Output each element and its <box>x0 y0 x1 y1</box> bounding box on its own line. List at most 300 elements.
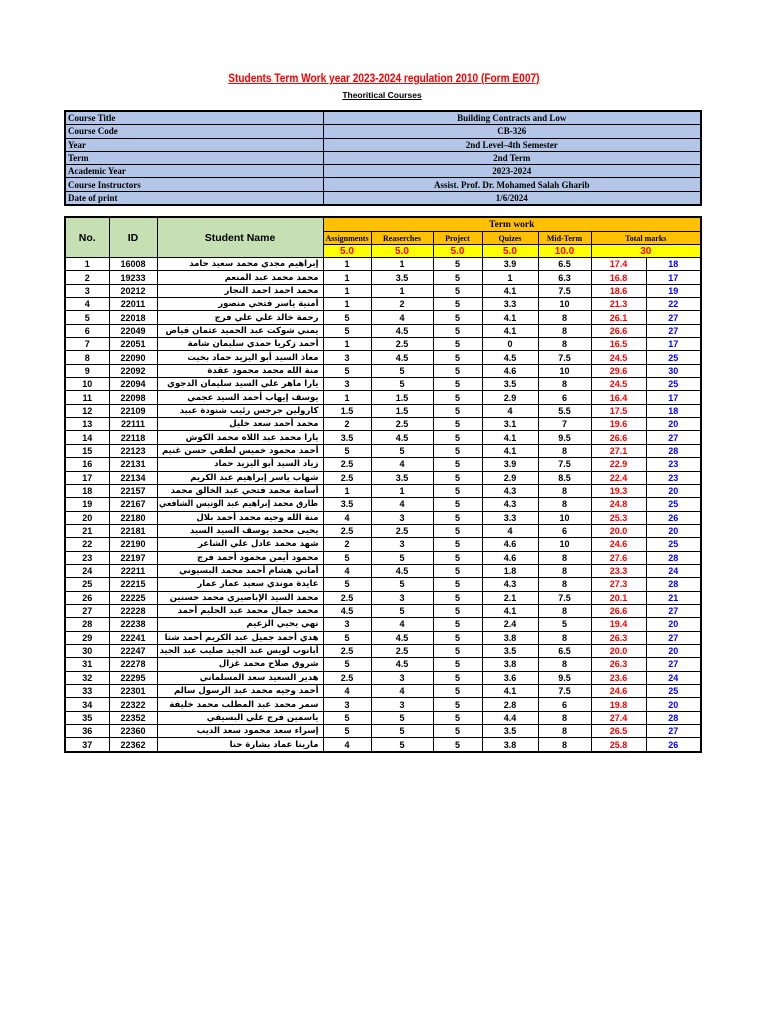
cell-project: 5 <box>433 284 482 297</box>
cell-final-marks: 25 <box>646 538 701 551</box>
student-name-text: شهد محمد عادل علي الشاعر <box>198 539 319 550</box>
cell-quizzes: 4.3 <box>482 484 538 497</box>
cell-student-name <box>157 444 323 457</box>
cell-total-marks: 26.3 <box>591 631 646 644</box>
cell-final-marks: 20 <box>646 524 701 537</box>
student-row <box>65 551 701 564</box>
cell-total-marks: 22.4 <box>591 471 646 484</box>
cell-project: 5 <box>433 725 482 738</box>
cell-quizzes: 4.1 <box>482 685 538 698</box>
cell-id: 22094 <box>109 378 157 391</box>
cell-project: 5 <box>433 271 482 284</box>
cell-id: 22215 <box>109 578 157 591</box>
student-row <box>65 671 701 684</box>
cell-quizzes: 2.4 <box>482 618 538 631</box>
cell-mid-term: 8 <box>538 738 591 752</box>
cell-project: 5 <box>433 431 482 444</box>
cell-total-marks: 27.3 <box>591 578 646 591</box>
student-name-text: إبراهيم مجدي محمد سعيد حامد <box>189 259 319 270</box>
cell-project: 5 <box>433 324 482 337</box>
student-name-text: كارولين جرجس رئيب شنودة عبيد <box>179 405 319 416</box>
student-name-text: إسراء سعد محمود سعد الديب <box>196 726 319 737</box>
cell-researches: 5 <box>371 578 433 591</box>
cell-final-marks: 20 <box>646 484 701 497</box>
cell-assignments: 2.5 <box>323 591 371 604</box>
cell-mid-term: 8 <box>538 551 591 564</box>
cell-quizzes: 2.9 <box>482 471 538 484</box>
cell-id: 22118 <box>109 431 157 444</box>
cell-final-marks: 27 <box>646 725 701 738</box>
cell-id: 22278 <box>109 658 157 671</box>
cell-mid-term: 8 <box>538 324 591 337</box>
cell-no: 14 <box>65 431 109 444</box>
cell-assignments: 1 <box>323 298 371 311</box>
student-row <box>65 311 701 324</box>
cell-total-marks: 25.3 <box>591 511 646 524</box>
cell-project: 5 <box>433 298 482 311</box>
student-row <box>65 644 701 657</box>
cell-no: 10 <box>65 378 109 391</box>
cell-final-marks: 18 <box>646 404 701 417</box>
cell-id: 22109 <box>109 404 157 417</box>
cell-project: 5 <box>433 351 482 364</box>
cell-assignments: 2.5 <box>323 471 371 484</box>
cell-total-marks: 21.3 <box>591 298 646 311</box>
header-mid-term: Mid-Term <box>538 232 591 245</box>
cell-no: 31 <box>65 658 109 671</box>
cell-student-name <box>157 404 323 417</box>
cell-researches: 1.5 <box>371 391 433 404</box>
cell-quizzes: 4 <box>482 404 538 417</box>
cell-student-name <box>157 458 323 471</box>
cell-mid-term: 7.5 <box>538 284 591 297</box>
student-name-text: معاذ السيد أبو اليزيد حماد بخيت <box>187 352 319 363</box>
cell-researches: 5 <box>371 711 433 724</box>
cell-student-name <box>157 484 323 497</box>
cell-researches: 3 <box>371 591 433 604</box>
cell-no: 3 <box>65 284 109 297</box>
cell-id: 22360 <box>109 725 157 738</box>
cell-student-name <box>157 738 323 752</box>
cell-id: 22134 <box>109 471 157 484</box>
student-row <box>65 538 701 551</box>
cell-id: 22167 <box>109 498 157 511</box>
cell-mid-term: 8 <box>538 725 591 738</box>
cell-assignments: 4 <box>323 564 371 577</box>
cell-mid-term: 8 <box>538 631 591 644</box>
student-row <box>65 685 701 698</box>
cell-no: 7 <box>65 338 109 351</box>
student-name-text: يحيى محمد يوسف السيد السيد <box>190 526 319 537</box>
cell-quizzes: 1 <box>482 271 538 284</box>
cell-total-marks: 24.5 <box>591 351 646 364</box>
cell-total-marks: 20.1 <box>591 591 646 604</box>
cell-quizzes: 2.9 <box>482 391 538 404</box>
cell-no: 8 <box>65 351 109 364</box>
cell-final-marks: 20 <box>646 418 701 431</box>
cell-quizzes: 4.4 <box>482 711 538 724</box>
course-info-value: Building Contracts and Low <box>323 111 701 125</box>
student-name-text: محمد محمد عبد المنعم <box>224 272 319 283</box>
cell-researches: 4 <box>371 458 433 471</box>
cell-mid-term: 10 <box>538 298 591 311</box>
cell-project: 5 <box>433 511 482 524</box>
cell-no: 4 <box>65 298 109 311</box>
cell-quizzes: 4.3 <box>482 578 538 591</box>
term-work-table <box>64 216 702 753</box>
header-quizzes: Quizes <box>482 232 538 245</box>
cell-mid-term: 8 <box>538 378 591 391</box>
cell-assignments: 1 <box>323 484 371 497</box>
cell-id: 22092 <box>109 364 157 377</box>
cell-project: 5 <box>433 524 482 537</box>
cell-assignments: 1 <box>323 258 371 271</box>
cell-mid-term: 7.5 <box>538 351 591 364</box>
cell-assignments: 4 <box>323 738 371 752</box>
cell-student-name <box>157 538 323 551</box>
cell-student-name <box>157 631 323 644</box>
student-row <box>65 404 701 417</box>
cell-researches: 4.5 <box>371 324 433 337</box>
cell-no: 1 <box>65 258 109 271</box>
student-name-text: أحمد وجيه محمد عبد الرسول سالم <box>173 686 319 697</box>
cell-quizzes: 3.8 <box>482 658 538 671</box>
cell-project: 5 <box>433 698 482 711</box>
course-info-label: Course Title <box>65 111 323 125</box>
cell-student-name <box>157 284 323 297</box>
cell-student-name <box>157 524 323 537</box>
cell-final-marks: 23 <box>646 471 701 484</box>
student-row <box>65 258 701 271</box>
course-info-value: 2023-2024 <box>323 165 701 178</box>
cell-assignments: 2.5 <box>323 644 371 657</box>
cell-mid-term: 7.5 <box>538 458 591 471</box>
cell-id: 22225 <box>109 591 157 604</box>
cell-final-marks: 20 <box>646 618 701 631</box>
cell-total-marks: 18.6 <box>591 284 646 297</box>
cell-quizzes: 4.6 <box>482 538 538 551</box>
course-info-label: Term <box>65 151 323 164</box>
header-no: No. <box>65 217 109 258</box>
cell-final-marks: 27 <box>646 658 701 671</box>
cell-id: 20212 <box>109 284 157 297</box>
cell-no: 15 <box>65 444 109 457</box>
cell-id: 22247 <box>109 644 157 657</box>
cell-mid-term: 5 <box>538 618 591 631</box>
cell-project: 5 <box>433 711 482 724</box>
cell-quizzes: 2.8 <box>482 698 538 711</box>
cell-student-name <box>157 364 323 377</box>
cell-student-name <box>157 591 323 604</box>
cell-no: 19 <box>65 498 109 511</box>
cell-student-name <box>157 685 323 698</box>
cell-assignments: 5 <box>323 711 371 724</box>
cell-id: 22049 <box>109 324 157 337</box>
student-name-text: سمر محمد عبد المطلب محمد خليفة <box>169 699 319 710</box>
cell-id: 22238 <box>109 618 157 631</box>
cell-id: 22228 <box>109 604 157 617</box>
cell-project: 5 <box>433 658 482 671</box>
cell-mid-term: 6 <box>538 698 591 711</box>
max-project: 5.0 <box>433 245 482 258</box>
course-info-label: Course Instructors <box>65 178 323 191</box>
cell-no: 28 <box>65 618 109 631</box>
cell-quizzes: 3.5 <box>482 378 538 391</box>
cell-student-name <box>157 618 323 631</box>
course-info-value: 2nd Level–4th Semester <box>323 138 701 151</box>
cell-student-name <box>157 711 323 724</box>
cell-assignments: 5 <box>323 725 371 738</box>
cell-student-name <box>157 471 323 484</box>
cell-final-marks: 20 <box>646 644 701 657</box>
cell-final-marks: 27 <box>646 431 701 444</box>
student-name-text: محمد السيد الإباصيري محمد حسنين <box>169 592 319 603</box>
student-row <box>65 324 701 337</box>
cell-assignments: 1 <box>323 338 371 351</box>
cell-project: 5 <box>433 498 482 511</box>
cell-researches: 4 <box>371 311 433 324</box>
cell-final-marks: 17 <box>646 391 701 404</box>
cell-project: 5 <box>433 484 482 497</box>
course-info-table <box>64 110 702 206</box>
student-name-text: يمني شوكت عبد الحميد عثمان فياض <box>165 325 319 336</box>
cell-project: 5 <box>433 551 482 564</box>
cell-mid-term: 8 <box>538 564 591 577</box>
cell-researches: 3 <box>371 671 433 684</box>
student-name-text: أماني هشام أحمد محمد البسيوني <box>179 566 319 577</box>
student-row <box>65 338 701 351</box>
student-row <box>65 484 701 497</box>
cell-final-marks: 27 <box>646 311 701 324</box>
cell-final-marks: 30 <box>646 364 701 377</box>
max-assignments: 5.0 <box>323 245 371 258</box>
cell-id: 22090 <box>109 351 157 364</box>
cell-quizzes: 3.5 <box>482 725 538 738</box>
cell-project: 5 <box>433 418 482 431</box>
cell-total-marks: 20.0 <box>591 644 646 657</box>
cell-total-marks: 17.5 <box>591 404 646 417</box>
cell-no: 29 <box>65 631 109 644</box>
course-info-value: CB-326 <box>323 125 701 138</box>
cell-quizzes: 3.3 <box>482 511 538 524</box>
cell-final-marks: 28 <box>646 711 701 724</box>
cell-id: 22241 <box>109 631 157 644</box>
cell-quizzes: 0 <box>482 338 538 351</box>
cell-student-name <box>157 511 323 524</box>
cell-total-marks: 25.8 <box>591 738 646 752</box>
cell-assignments: 3.5 <box>323 431 371 444</box>
student-row <box>65 378 701 391</box>
cell-researches: 3 <box>371 538 433 551</box>
cell-assignments: 5 <box>323 658 371 671</box>
cell-mid-term: 9.5 <box>538 671 591 684</box>
cell-project: 5 <box>433 604 482 617</box>
cell-total-marks: 19.3 <box>591 484 646 497</box>
cell-no: 11 <box>65 391 109 404</box>
cell-project: 5 <box>433 258 482 271</box>
cell-total-marks: 24.6 <box>591 538 646 551</box>
cell-student-name <box>157 551 323 564</box>
course-info-row <box>65 125 701 138</box>
cell-student-name <box>157 644 323 657</box>
cell-student-name <box>157 564 323 577</box>
course-info-label: Course Code <box>65 125 323 138</box>
cell-total-marks: 26.6 <box>591 324 646 337</box>
cell-final-marks: 28 <box>646 578 701 591</box>
cell-project: 5 <box>433 578 482 591</box>
course-info-row <box>65 138 701 151</box>
cell-no: 26 <box>65 591 109 604</box>
cell-final-marks: 25 <box>646 378 701 391</box>
cell-assignments: 3 <box>323 698 371 711</box>
cell-researches: 1 <box>371 284 433 297</box>
cell-assignments: 2.5 <box>323 458 371 471</box>
student-name-text: يارا محمد عبد اللاه محمد الكوش <box>185 432 319 443</box>
student-name-text: منة الله محمد محمود عقدة <box>207 365 319 376</box>
cell-total-marks: 16.8 <box>591 271 646 284</box>
cell-researches: 5 <box>371 604 433 617</box>
cell-researches: 3.5 <box>371 471 433 484</box>
student-name-text: مارينا عماد بشارة حنا <box>229 739 319 750</box>
cell-quizzes: 3.5 <box>482 644 538 657</box>
cell-id: 22352 <box>109 711 157 724</box>
cell-project: 5 <box>433 631 482 644</box>
student-row <box>65 458 701 471</box>
cell-final-marks: 24 <box>646 564 701 577</box>
page-subtitle: Theoritical Courses <box>342 90 422 100</box>
cell-assignments: 1 <box>323 271 371 284</box>
cell-mid-term: 8 <box>538 604 591 617</box>
cell-id: 22197 <box>109 551 157 564</box>
cell-id: 22098 <box>109 391 157 404</box>
student-name-text: هدير السعيد سعد المسلماني <box>199 672 319 683</box>
cell-mid-term: 7.5 <box>538 591 591 604</box>
cell-researches: 5 <box>371 551 433 564</box>
cell-mid-term: 6 <box>538 524 591 537</box>
cell-id: 19233 <box>109 271 157 284</box>
cell-assignments: 5 <box>323 631 371 644</box>
cell-assignments: 5 <box>323 551 371 564</box>
cell-id: 22180 <box>109 511 157 524</box>
header-total-marks: Total marks <box>591 232 701 245</box>
page-title: Students Term Work year 2023-2024 regulation 2010 (Form E007) <box>228 73 540 85</box>
cell-project: 5 <box>433 391 482 404</box>
cell-total-marks: 27.4 <box>591 711 646 724</box>
cell-assignments: 3 <box>323 378 371 391</box>
cell-total-marks: 17.4 <box>591 258 646 271</box>
cell-researches: 3.5 <box>371 271 433 284</box>
cell-mid-term: 7 <box>538 418 591 431</box>
cell-mid-term: 8.5 <box>538 471 591 484</box>
cell-total-marks: 26.3 <box>591 658 646 671</box>
student-rows <box>65 258 701 752</box>
cell-project: 5 <box>433 458 482 471</box>
course-info-value: 2nd Term <box>323 151 701 164</box>
cell-quizzes: 3.6 <box>482 671 538 684</box>
cell-student-name <box>157 431 323 444</box>
cell-mid-term: 8 <box>538 711 591 724</box>
cell-researches: 4.5 <box>371 658 433 671</box>
cell-assignments: 5 <box>323 578 371 591</box>
header-student-name: Student Name <box>157 217 323 258</box>
cell-researches: 5 <box>371 364 433 377</box>
cell-researches: 1 <box>371 258 433 271</box>
course-info-row <box>65 178 701 191</box>
cell-final-marks: 24 <box>646 671 701 684</box>
cell-assignments: 5 <box>323 444 371 457</box>
cell-id: 16008 <box>109 258 157 271</box>
cell-student-name <box>157 311 323 324</box>
cell-no: 25 <box>65 578 109 591</box>
cell-student-name <box>157 378 323 391</box>
student-name-text: محمود أيمن محمود أحمد فرج <box>197 552 319 563</box>
cell-final-marks: 28 <box>646 444 701 457</box>
cell-project: 5 <box>433 538 482 551</box>
course-info-row <box>65 191 701 205</box>
cell-mid-term: 6.5 <box>538 258 591 271</box>
cell-researches: 2.5 <box>371 524 433 537</box>
cell-mid-term: 10 <box>538 364 591 377</box>
cell-no: 18 <box>65 484 109 497</box>
cell-total-marks: 19.8 <box>591 698 646 711</box>
cell-assignments: 4.5 <box>323 604 371 617</box>
student-row <box>65 364 701 377</box>
student-row <box>65 524 701 537</box>
cell-no: 23 <box>65 551 109 564</box>
cell-no: 27 <box>65 604 109 617</box>
student-row <box>65 658 701 671</box>
cell-researches: 2.5 <box>371 418 433 431</box>
cell-quizzes: 4.1 <box>482 431 538 444</box>
page-subtitle-container <box>0 85 764 103</box>
cell-student-name <box>157 271 323 284</box>
cell-total-marks: 20.0 <box>591 524 646 537</box>
student-row <box>65 471 701 484</box>
cell-assignments: 5 <box>323 311 371 324</box>
cell-researches: 4.5 <box>371 631 433 644</box>
cell-assignments: 5 <box>323 364 371 377</box>
cell-researches: 1 <box>371 484 433 497</box>
cell-id: 22018 <box>109 311 157 324</box>
cell-assignments: 1 <box>323 391 371 404</box>
cell-total-marks: 23.6 <box>591 671 646 684</box>
cell-researches: 5 <box>371 378 433 391</box>
cell-id: 22131 <box>109 458 157 471</box>
student-row <box>65 711 701 724</box>
cell-total-marks: 26.1 <box>591 311 646 324</box>
cell-student-name <box>157 391 323 404</box>
cell-student-name <box>157 338 323 351</box>
cell-quizzes: 4.5 <box>482 351 538 364</box>
cell-total-marks: 24.5 <box>591 378 646 391</box>
cell-researches: 5 <box>371 738 433 752</box>
cell-no: 33 <box>65 685 109 698</box>
cell-no: 34 <box>65 698 109 711</box>
max-researches: 5.0 <box>371 245 433 258</box>
cell-no: 20 <box>65 511 109 524</box>
cell-no: 5 <box>65 311 109 324</box>
cell-project: 5 <box>433 564 482 577</box>
cell-final-marks: 17 <box>646 338 701 351</box>
student-name-text: محمد جمال محمد عبد الحليم أحمد <box>177 606 319 617</box>
cell-final-marks: 25 <box>646 685 701 698</box>
cell-no: 35 <box>65 711 109 724</box>
cell-mid-term: 6.5 <box>538 644 591 657</box>
cell-quizzes: 4.6 <box>482 551 538 564</box>
cell-final-marks: 26 <box>646 511 701 524</box>
cell-no: 24 <box>65 564 109 577</box>
header-researches: Reaserches <box>371 232 433 245</box>
